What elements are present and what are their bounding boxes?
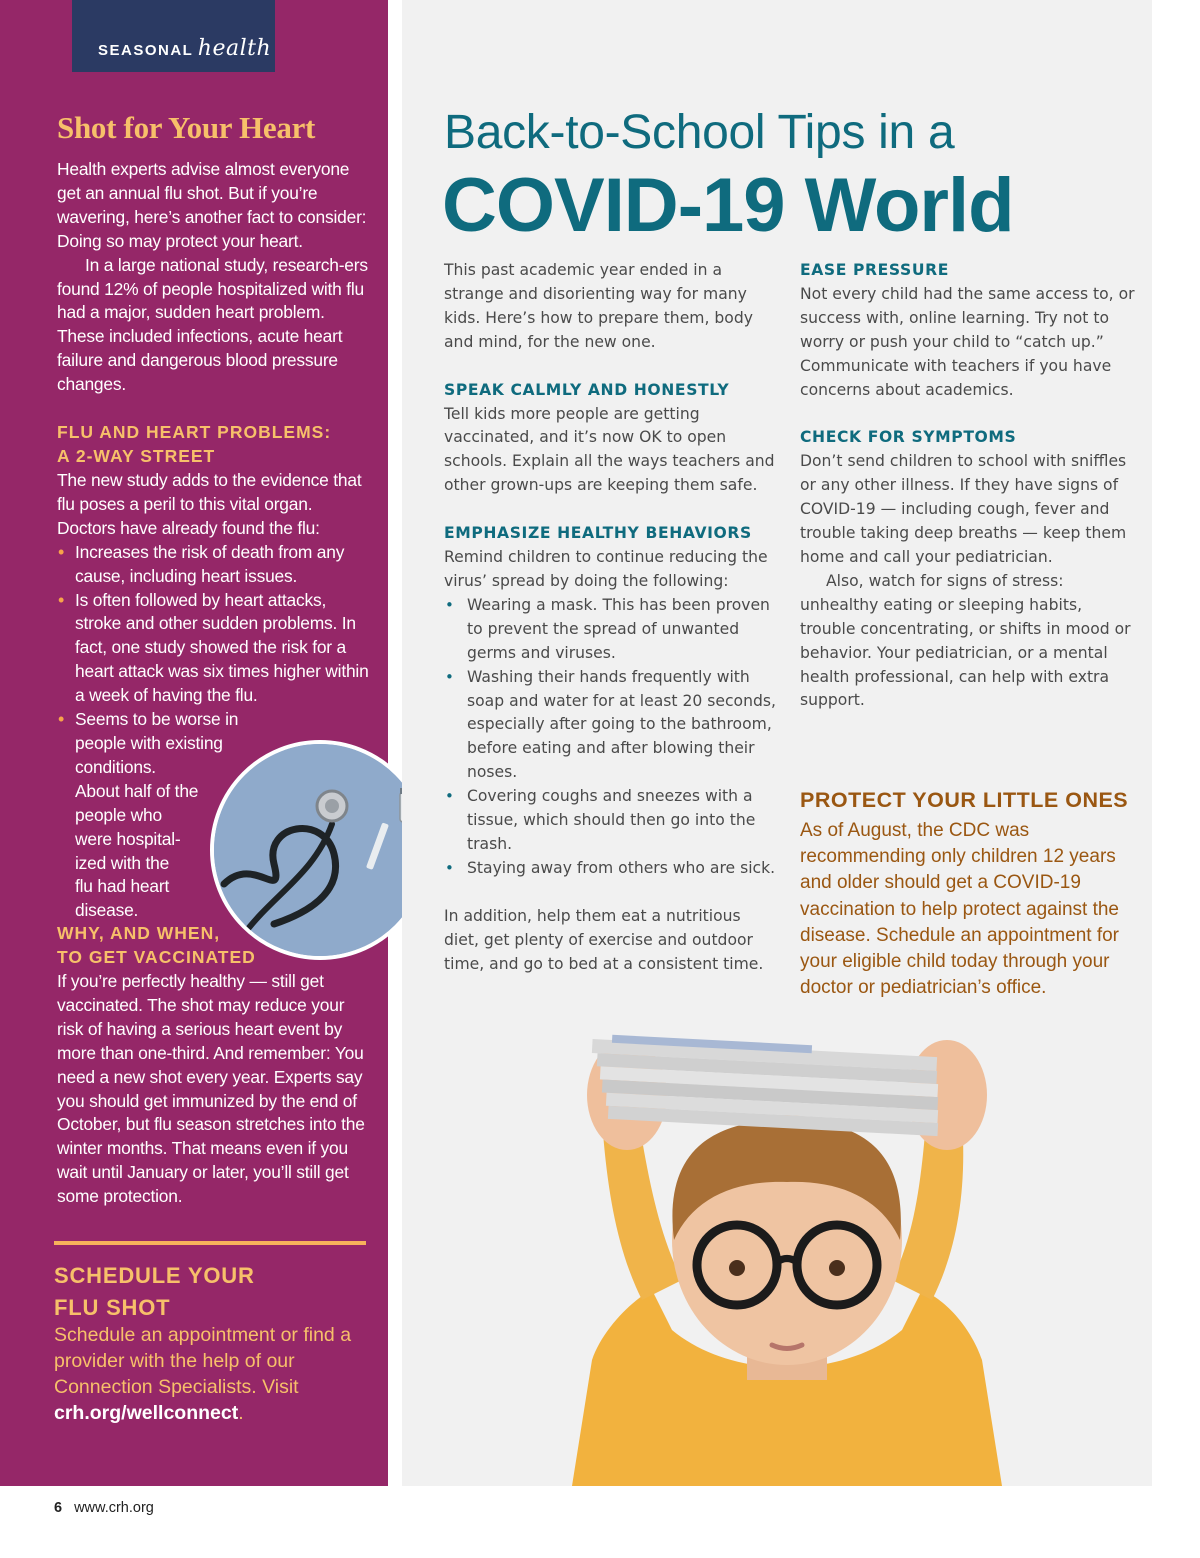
list-item: • Is often followed by heart attacks, stroke and other sudden problems. In fact, one study showed the risk for a heart attack was six times higher within a week of having the flu. bbox=[58, 589, 369, 706]
bullet-icon: • bbox=[58, 589, 65, 610]
page-number: 6 bbox=[54, 1500, 63, 1516]
sidebar-cta-body: Schedule an appointment or find a provider with the help of our Connection Specialists. Visit crh.org/wellconnect. bbox=[54, 1324, 352, 1424]
article-headline-line2: COVID-19 World bbox=[442, 163, 1014, 248]
stress-body: Also, watch for signs of stress: unhealthy eating or sleeping habits, trouble concentrating, or shifts in mood or behavior. Your pediatrician, or a mental health professional, can help with extra support. bbox=[800, 571, 1131, 710]
list-item: • Increases the risk of death from any cause, including heart issues. bbox=[58, 541, 345, 586]
cta-link[interactable]: crh.org/wellconnect bbox=[54, 1402, 239, 1424]
sidebar-title: Shot for Your Heart bbox=[57, 110, 316, 145]
bullet-icon: • bbox=[445, 858, 454, 877]
sidebar-section2-heading: WHY, AND WHEN, TO GET VACCINATED bbox=[57, 923, 256, 967]
footer-url[interactable]: www.crh.org bbox=[74, 1500, 154, 1516]
article-intro: This past academic year ended in a strange and disorienting way for many kids. Here’s how to prepare them, body and mind, for the new one. bbox=[444, 261, 753, 351]
bullet-icon: • bbox=[58, 709, 65, 730]
list-item: • Wearing a mask. This has been proven to prevent the spread of unwanted germs and viruses. bbox=[445, 595, 770, 662]
stethoscope-image bbox=[210, 740, 430, 960]
section-tab-label: SEASONAL bbox=[98, 42, 194, 59]
bullet-icon: • bbox=[445, 667, 454, 686]
sidebar-cta-heading: SCHEDULE YOUR FLU SHOT bbox=[54, 1263, 255, 1320]
ease-body: Not every child had the same access to, or success with, online learning. Try not to worry or push your child to “catch up.” Communicate with teachers if you have concerns about academics. bbox=[800, 284, 1135, 399]
section-tab bbox=[72, 0, 275, 72]
list-item: • Staying away from others who are sick. bbox=[444, 857, 780, 881]
symptoms-body: Don’t send children to school with sniffles or any other illness. If they have signs of COVID-19 — including cough, fever and trouble taking deep breaths — keep them home and call your pediatrician. bbox=[800, 452, 1127, 566]
list-item: • Seems to be worse in people with existing conditions. bbox=[58, 709, 239, 777]
bullet-icon: • bbox=[58, 541, 65, 562]
protect-heading: PROTECT YOUR LITTLE ONES bbox=[800, 788, 1129, 812]
behaviors-list bbox=[444, 594, 780, 881]
symptoms-heading: CHECK FOR SYMPTOMS bbox=[800, 428, 1017, 447]
bullet-icon: • bbox=[445, 787, 454, 806]
protect-body: As of August, the CDC was recommending only children 12 years and older should get a COVID-19 vaccination to help protect against the disease. Schedule an appointment for your eligible child today through your doctor or pediatrician’s office. bbox=[800, 820, 1119, 999]
sidebar-section1-heading: FLU AND HEART PROBLEMS: A 2-WAY STREET bbox=[57, 422, 332, 466]
section-tab-script: health bbox=[197, 36, 272, 61]
sidebar-intro-p1: Health experts advise almost everyone get an annual flu shot. But if you’re wavering, here’s another fact to consider: Doing so may protect your heart. bbox=[57, 159, 367, 251]
list-item: • Washing their hands frequently with soap and water for at least 20 seconds, especially after going to the bathroom, before eating and after blowing their noses. bbox=[445, 667, 776, 782]
article-addition: In addition, help them eat a nutritious diet, get plenty of exercise and outdoor time, and go to bed at a consistent time. bbox=[444, 906, 764, 973]
behaviors-heading: EMPHASIZE HEALTHY BEHAVIORS bbox=[444, 524, 752, 543]
bullet-icon: • bbox=[445, 595, 454, 614]
sidebar-section1-extra: About half of the people who were hospital- ized with the flu had heart disease. bbox=[75, 780, 199, 921]
stethoscope-icon bbox=[214, 744, 426, 956]
sidebar-intro bbox=[57, 158, 372, 397]
sidebar-section1-intro: The new study adds to the evidence that flu poses a peril to this vital organ. Doctors have already found the flu: bbox=[57, 470, 362, 538]
sidebar-intro-p2: In a large national study, research-ers found 12% of people hospitalized with flu had a major, sudden heart problem. These included infections, acute heart failure and dangerous blood pressure changes. bbox=[57, 254, 368, 395]
sidebar-section2-body: If you’re perfectly healthy — still get vaccinated. The shot may reduce your risk of having a serious heart event by more than one-third. And remember: You need a new shot every year. Experts say you should get immunized by the end of October, but flu season stretches into the winter months. That means even if you wait until January or later, you’ll still get some protection. bbox=[57, 971, 365, 1207]
article-column-right bbox=[800, 259, 1136, 713]
page-footer bbox=[54, 1500, 154, 1516]
child-with-books-image bbox=[402, 1000, 1152, 1486]
sidebar-divider bbox=[54, 1241, 366, 1245]
article-column-left bbox=[444, 259, 780, 976]
speak-heading: SPEAK CALMLY AND HONESTLY bbox=[444, 380, 730, 399]
ease-heading: EASE PRESSURE bbox=[800, 261, 950, 279]
article-headline-line1: Back-to-School Tips in a bbox=[444, 106, 955, 159]
speak-body: Tell kids more people are getting vaccinated, and it’s now OK to open schools. Explain all the ways teachers and other grown-ups are keeping them safe. bbox=[444, 404, 775, 495]
list-item: • Covering coughs and sneezes with a tissue, which should then go into the trash. bbox=[445, 787, 756, 853]
behaviors-intro: Remind children to continue reducing the virus’ spread by doing the following: bbox=[444, 548, 768, 590]
